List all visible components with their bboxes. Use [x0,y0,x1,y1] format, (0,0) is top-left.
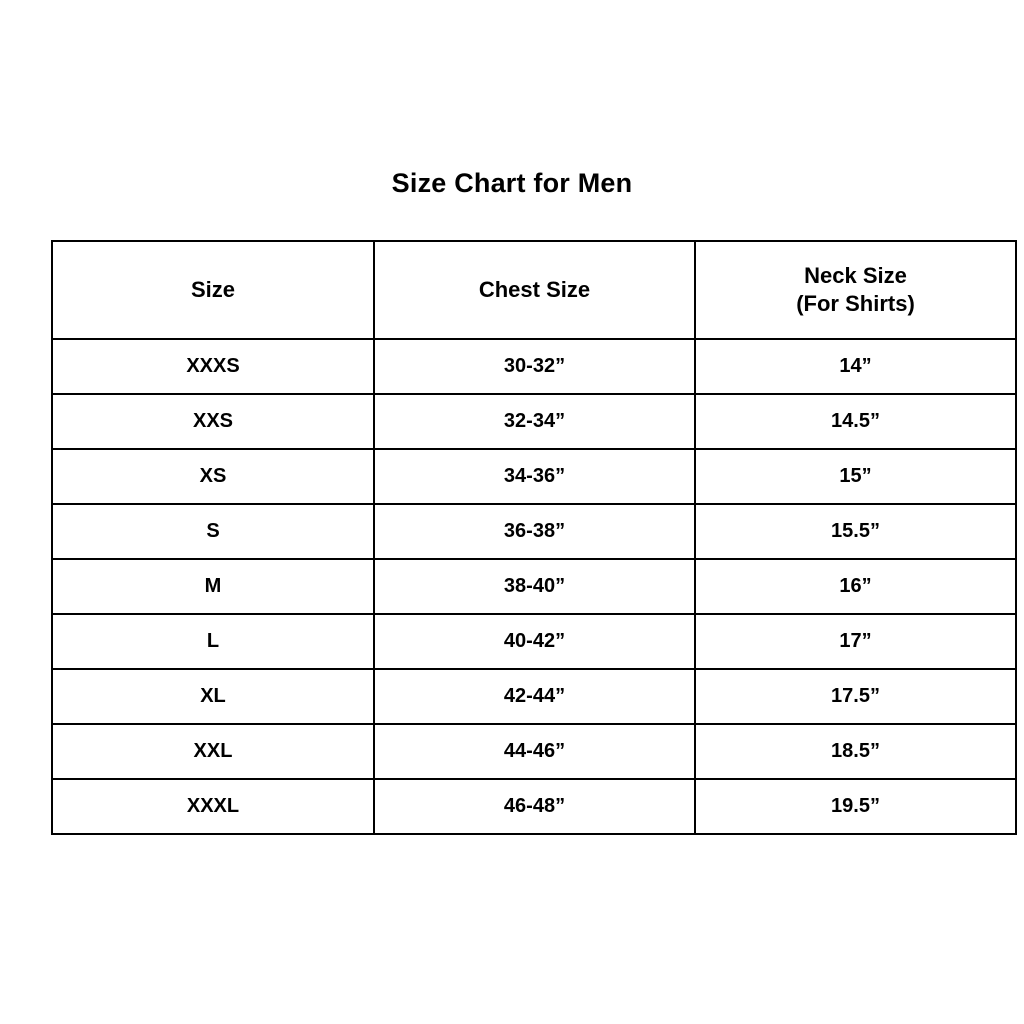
cell-size: XXXS [52,339,374,394]
cell-chest: 30-32” [374,339,695,394]
cell-size: XXL [52,724,374,779]
table-row [52,559,1016,614]
column-header-neck-label: Neck Size [804,262,907,288]
cell-size: XS [52,449,374,504]
cell-neck: 15.5” [695,504,1016,559]
column-header-size [52,241,374,339]
cell-neck: 18.5” [695,724,1016,779]
cell-size: S [52,504,374,559]
table-header-row [52,241,1016,339]
cell-neck: 15” [695,449,1016,504]
column-header-chest [374,241,695,339]
cell-chest: 32-34” [374,394,695,449]
cell-neck: 14” [695,339,1016,394]
cell-chest: 44-46” [374,724,695,779]
table-row [52,504,1016,559]
size-chart-table [51,240,1017,835]
cell-neck: 16” [695,559,1016,614]
page-title: Size Chart for Men [391,168,633,198]
cell-neck: 17” [695,614,1016,669]
cell-chest: 36-38” [374,504,695,559]
table-row [52,449,1016,504]
table-row [52,339,1016,394]
cell-chest: 46-48” [374,779,695,834]
cell-neck: 19.5” [695,779,1016,834]
table-row [52,724,1016,779]
cell-size: XL [52,669,374,724]
cell-chest: 34-36” [374,449,695,504]
cell-size: L [52,614,374,669]
table-row [52,779,1016,834]
cell-chest: 42-44” [374,669,695,724]
table-row [52,669,1016,724]
column-header-neck [695,241,1016,339]
cell-size: M [52,559,374,614]
cell-size: XXS [52,394,374,449]
cell-size: XXXL [52,779,374,834]
table-row [52,614,1016,669]
column-header-neck-sublabel: (For Shirts) [796,291,915,316]
cell-neck: 14.5” [695,394,1016,449]
cell-chest: 38-40” [374,559,695,614]
column-header-chest-label: Chest Size [478,276,591,302]
cell-chest: 40-42” [374,614,695,669]
table-row [52,394,1016,449]
cell-neck: 17.5” [695,669,1016,724]
column-header-size-label: Size [190,276,236,302]
